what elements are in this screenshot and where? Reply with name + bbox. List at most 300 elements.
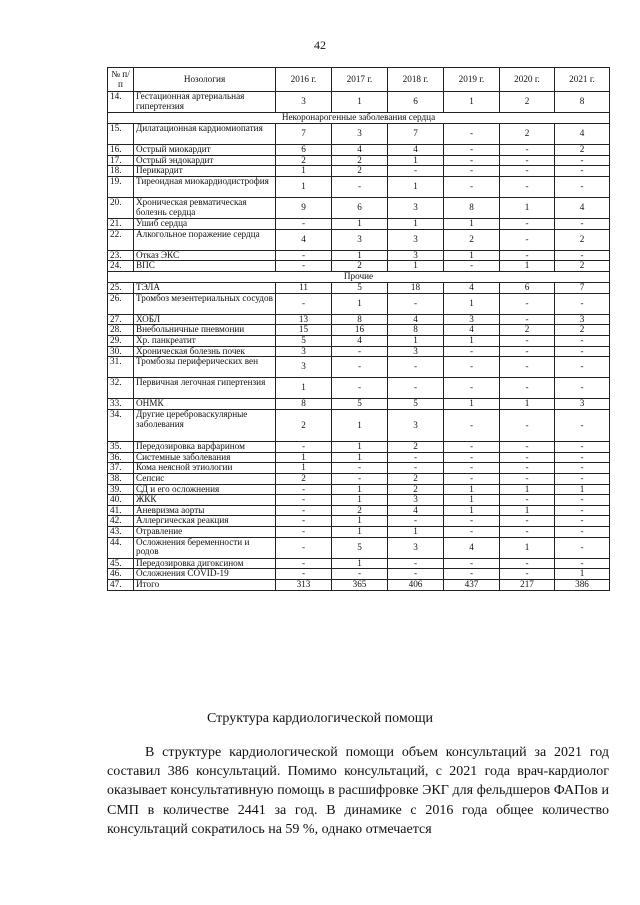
year-value-cell: 1 [388,335,444,346]
table-row [108,558,610,569]
year-value-cell: 4 [444,282,500,293]
row-number: 37. [108,463,134,474]
nosology-cell: Итого [134,580,276,591]
year-value-cell: 11 [276,282,332,293]
year-value-cell: 1 [332,92,388,113]
year-value-cell: 7 [555,282,610,293]
row-number: 19. [108,176,134,197]
year-value-cell: 1 [332,516,388,527]
year-value-cell: 1 [388,218,444,229]
year-value-cell: - [555,166,610,177]
year-value-cell: 1 [444,484,500,495]
row-number: 30. [108,346,134,357]
year-value-cell: - [276,218,332,229]
table-row [108,484,610,495]
row-number: 41. [108,505,134,516]
year-value-cell: 13 [276,314,332,325]
year-value-cell: - [388,558,444,569]
year-value-cell: - [444,452,500,463]
nosology-cell: ОНМК [134,399,276,410]
year-value-cell: 15 [276,325,332,336]
table-row [108,409,610,441]
table-row [108,335,610,346]
year-value-cell: - [444,378,500,399]
nosology-cell: ВПС [134,261,276,272]
year-value-cell: - [555,346,610,357]
header-year: 2018 г. [388,68,444,92]
year-value-cell: 2 [444,229,500,250]
year-value-cell: 4 [332,145,388,156]
year-value-cell: - [500,452,555,463]
year-value-cell: 8 [555,92,610,113]
table-row [108,92,610,113]
row-number: 24. [108,261,134,272]
year-value-cell: - [276,250,332,261]
section-row [108,113,610,124]
row-number: 27. [108,314,134,325]
year-value-cell: - [332,378,388,399]
year-value-cell: 2 [388,484,444,495]
year-value-cell: - [500,463,555,474]
row-number: 39. [108,484,134,495]
header-year: 2019 г. [444,68,500,92]
year-value-cell: 2 [555,261,610,272]
table-row [108,325,610,336]
year-value-cell: 1 [555,569,610,580]
year-value-cell: 2 [276,473,332,484]
year-value-cell: 2 [276,409,332,441]
year-value-cell: - [444,261,500,272]
year-value-cell: 1 [276,166,332,177]
nosology-cell: Перикардит [134,166,276,177]
nosology-cell: Хроническая ревматическая болезнь сердца [134,197,276,218]
year-value-cell: - [276,484,332,495]
year-value-cell: - [388,357,444,378]
year-value-cell: - [555,452,610,463]
year-value-cell: 18 [388,282,444,293]
table-row [108,452,610,463]
year-value-cell: 2 [500,92,555,113]
year-value-cell: - [388,452,444,463]
nosology-cell: Аллергическая реакция [134,516,276,527]
year-value-cell: - [555,495,610,506]
year-value-cell: - [332,346,388,357]
year-value-cell: 1 [332,409,388,441]
table-row [108,145,610,156]
year-value-cell: 3 [388,409,444,441]
table-row [108,197,610,218]
nosology-cell: Тромбозы периферических вен [134,357,276,378]
year-value-cell: - [388,293,444,314]
year-value-cell: 437 [444,580,500,591]
nosology-table [107,67,610,591]
year-value-cell: - [500,378,555,399]
year-value-cell: - [555,378,610,399]
year-value-cell: - [444,516,500,527]
year-value-cell: - [444,441,500,452]
year-value-cell: 6 [500,282,555,293]
table-row [108,261,610,272]
year-value-cell: 4 [444,325,500,336]
nosology-cell: ТЭЛА [134,282,276,293]
row-number: 33. [108,399,134,410]
header-year: 2016 г. [276,68,332,92]
table-row [108,505,610,516]
year-value-cell: 2 [555,325,610,336]
year-value-cell: - [276,558,332,569]
year-value-cell: 1 [500,537,555,558]
year-value-cell: - [444,473,500,484]
year-value-cell: 3 [388,495,444,506]
year-value-cell: 3 [276,346,332,357]
year-value-cell: 6 [276,145,332,156]
year-value-cell: - [500,145,555,156]
year-value-cell: 1 [332,218,388,229]
year-value-cell: - [388,516,444,527]
year-value-cell: - [500,166,555,177]
year-value-cell: 3 [555,399,610,410]
year-value-cell: 7 [276,124,332,145]
nosology-cell: Алкогольное поражение сердца [134,229,276,250]
year-value-cell: - [555,250,610,261]
year-value-cell: 217 [500,580,555,591]
table-row [108,229,610,250]
year-value-cell: 5 [276,335,332,346]
year-value-cell: 2 [276,155,332,166]
nosology-cell: Тромбоз мезентериальных сосудов [134,293,276,314]
table-row [108,282,610,293]
year-value-cell: 2 [332,261,388,272]
year-value-cell: 1 [444,505,500,516]
year-value-cell: 1 [444,495,500,506]
year-value-cell: 4 [388,505,444,516]
year-value-cell: 3 [388,229,444,250]
year-value-cell: - [444,357,500,378]
nosology-cell: Острый эндокардит [134,155,276,166]
table-row [108,314,610,325]
year-value-cell: 1 [500,261,555,272]
year-value-cell: - [500,495,555,506]
year-value-cell: 5 [388,399,444,410]
row-number: 44. [108,537,134,558]
year-value-cell: - [276,537,332,558]
nosology-cell: Системные заболевания [134,452,276,463]
year-value-cell: 6 [388,92,444,113]
year-value-cell: 1 [332,250,388,261]
year-value-cell: 2 [388,473,444,484]
year-value-cell: 5 [332,282,388,293]
year-value-cell: 3 [332,124,388,145]
nosology-cell: Первичная легочная гипертензия [134,378,276,399]
year-value-cell: - [555,218,610,229]
nosology-cell: Хроническая болезнь почек [134,346,276,357]
row-number: 17. [108,155,134,166]
year-value-cell: - [500,516,555,527]
year-value-cell: 6 [332,197,388,218]
header-year: 2021 г. [555,68,610,92]
year-value-cell: 2 [500,124,555,145]
year-value-cell: - [332,569,388,580]
year-value-cell: - [555,516,610,527]
year-value-cell: - [500,314,555,325]
nosology-cell: Острый миокардит [134,145,276,156]
year-value-cell: - [500,527,555,538]
year-value-cell: - [555,335,610,346]
year-value-cell: - [388,463,444,474]
row-number: 35. [108,441,134,452]
year-value-cell: 3 [388,197,444,218]
year-value-cell: 1 [332,558,388,569]
year-value-cell: 1 [444,293,500,314]
year-value-cell: - [500,441,555,452]
row-number: 32. [108,378,134,399]
table-row [108,580,610,591]
year-value-cell: 4 [276,229,332,250]
year-value-cell: - [276,261,332,272]
header-nosology: Нозология [134,68,276,92]
row-number: 36. [108,452,134,463]
table-row [108,124,610,145]
year-value-cell: - [555,473,610,484]
year-value-cell: 1 [332,452,388,463]
year-value-cell: 1 [332,484,388,495]
year-value-cell: 4 [555,124,610,145]
row-number: 26. [108,293,134,314]
table-row [108,569,610,580]
year-value-cell: 3 [388,250,444,261]
year-value-cell: - [555,463,610,474]
header-number: № п/п [108,68,134,92]
year-value-cell: 3 [276,357,332,378]
year-value-cell: 2 [555,229,610,250]
table-body [108,92,610,591]
year-value-cell: - [388,166,444,177]
year-value-cell: - [332,473,388,484]
year-value-cell: - [444,124,500,145]
year-value-cell: 2 [332,155,388,166]
row-number: 45. [108,558,134,569]
year-value-cell: - [555,293,610,314]
section-label: Некоронарогенные заболевания сердца [108,113,610,124]
year-value-cell: 16 [332,325,388,336]
table-row [108,346,610,357]
year-value-cell: 386 [555,580,610,591]
row-number: 47. [108,580,134,591]
nosology-cell: Хр. панкреатит [134,335,276,346]
year-value-cell: - [276,569,332,580]
year-value-cell: 8 [388,325,444,336]
year-value-cell: - [444,569,500,580]
section-heading: Структура кардиологической помощи [206,711,434,726]
section-label: Прочие [108,271,610,282]
year-value-cell: 8 [332,314,388,325]
year-value-cell: 3 [388,346,444,357]
year-value-cell: 1 [388,155,444,166]
year-value-cell: 1 [500,197,555,218]
year-value-cell: - [500,229,555,250]
year-value-cell: 2 [332,166,388,177]
year-value-cell: 1 [276,452,332,463]
table-row [108,463,610,474]
nosology-cell: Дилатационная кардиомиопатия [134,124,276,145]
row-number: 38. [108,473,134,484]
nosology-cell: Отказ ЭКС [134,250,276,261]
year-value-cell: 1 [444,218,500,229]
year-value-cell: 1 [388,176,444,197]
table-row [108,516,610,527]
year-value-cell: 2 [332,505,388,516]
year-value-cell: - [555,357,610,378]
year-value-cell: - [555,155,610,166]
nosology-cell: Передозировка варфарином [134,441,276,452]
year-value-cell: 1 [276,378,332,399]
table-row [108,166,610,177]
year-value-cell: 1 [500,484,555,495]
nosology-cell: Сепсис [134,473,276,484]
year-value-cell: - [276,495,332,506]
year-value-cell: - [332,357,388,378]
nosology-cell: Внебольничные пневмонии [134,325,276,336]
table-row [108,378,610,399]
row-number: 22. [108,229,134,250]
nosology-cell: Передозировка дигоксином [134,558,276,569]
nosology-cell: Аневризма аорты [134,505,276,516]
nosology-cell: Ушиб сердца [134,218,276,229]
year-value-cell: - [332,176,388,197]
year-value-cell: 9 [276,197,332,218]
year-value-cell: 8 [276,399,332,410]
year-value-cell: 1 [444,92,500,113]
year-value-cell: 1 [444,399,500,410]
table-row [108,250,610,261]
table-row [108,357,610,378]
row-number: 31. [108,357,134,378]
row-number: 43. [108,527,134,538]
nosology-cell: Другие цереброваскулярные заболевания [134,409,276,441]
year-value-cell: 406 [388,580,444,591]
year-value-cell: 3 [555,314,610,325]
year-value-cell: 4 [388,145,444,156]
row-number: 16. [108,145,134,156]
year-value-cell: 2 [388,441,444,452]
year-value-cell: 313 [276,580,332,591]
year-value-cell: - [500,250,555,261]
nosology-cell: Гестационная артериальная гипертензия [134,92,276,113]
year-value-cell: - [555,558,610,569]
year-value-cell: 1 [444,335,500,346]
year-value-cell: - [555,176,610,197]
table-row [108,441,610,452]
year-value-cell: - [555,527,610,538]
table-row [108,176,610,197]
row-number: 46. [108,569,134,580]
year-value-cell: 1 [332,527,388,538]
year-value-cell: - [444,527,500,538]
year-value-cell: - [500,155,555,166]
year-value-cell: - [500,293,555,314]
nosology-cell: Осложнения беременности и родов [134,537,276,558]
year-value-cell: 4 [444,537,500,558]
row-number: 14. [108,92,134,113]
row-number: 40. [108,495,134,506]
year-value-cell: 1 [388,527,444,538]
year-value-cell: - [444,409,500,441]
year-value-cell: - [444,346,500,357]
year-value-cell: - [500,409,555,441]
row-number: 18. [108,166,134,177]
year-value-cell: - [500,335,555,346]
year-value-cell: 4 [332,335,388,346]
header-year: 2020 г. [500,68,555,92]
year-value-cell: 8 [444,197,500,218]
year-value-cell: - [555,537,610,558]
page-number: 42 [314,38,326,52]
nosology-cell: СД и его осложнения [134,484,276,495]
row-number: 15. [108,124,134,145]
nosology-cell: Кома неясной этиологии [134,463,276,474]
year-value-cell: 365 [332,580,388,591]
year-value-cell: 1 [276,176,332,197]
table-header-row [108,68,610,92]
year-value-cell: 1 [500,399,555,410]
year-value-cell: - [332,463,388,474]
year-value-cell: - [388,378,444,399]
nosology-cell: Тиреоидная миокардиодистрофия [134,176,276,197]
nosology-cell: Отравление [134,527,276,538]
year-value-cell: 3 [332,229,388,250]
row-number: 34. [108,409,134,441]
year-value-cell: 5 [332,537,388,558]
year-value-cell: 4 [555,197,610,218]
year-value-cell: 2 [555,145,610,156]
header-year: 2017 г. [332,68,388,92]
year-value-cell: - [444,155,500,166]
year-value-cell: 3 [444,314,500,325]
table-row [108,293,610,314]
year-value-cell: - [444,176,500,197]
year-value-cell: - [500,346,555,357]
year-value-cell: - [444,145,500,156]
year-value-cell: - [276,293,332,314]
table-row [108,527,610,538]
row-number: 42. [108,516,134,527]
year-value-cell: 1 [555,484,610,495]
row-number: 23. [108,250,134,261]
year-value-cell: 5 [332,399,388,410]
table-row [108,495,610,506]
year-value-cell: 1 [276,463,332,474]
year-value-cell: 2 [500,325,555,336]
table-row [108,473,610,484]
year-value-cell: - [444,463,500,474]
year-value-cell: - [444,558,500,569]
year-value-cell: - [500,473,555,484]
nosology-cell: Осложнения COVID-19 [134,569,276,580]
year-value-cell: - [555,441,610,452]
row-number: 25. [108,282,134,293]
year-value-cell: 1 [444,250,500,261]
table-row [108,218,610,229]
body-paragraph: В структуре кардиологической помощи объем консультаций за 2021 год составил 386 консультаций. Помимо консультаций, с 2021 года врач-кардиолог оказывает консультативную помощь в расшифровке ЭКГ для фельдшеров ФАПов и СМП в количестве 2441 за год. В динамике с 2016 года общее количество консультаций сократилось на 59 %, однако отмечается [107,745,609,837]
year-value-cell: - [276,441,332,452]
year-value-cell: - [276,505,332,516]
year-value-cell: - [500,558,555,569]
year-value-cell: - [276,516,332,527]
year-value-cell: - [444,166,500,177]
year-value-cell: 7 [388,124,444,145]
year-value-cell: 3 [276,92,332,113]
year-value-cell: 1 [500,505,555,516]
